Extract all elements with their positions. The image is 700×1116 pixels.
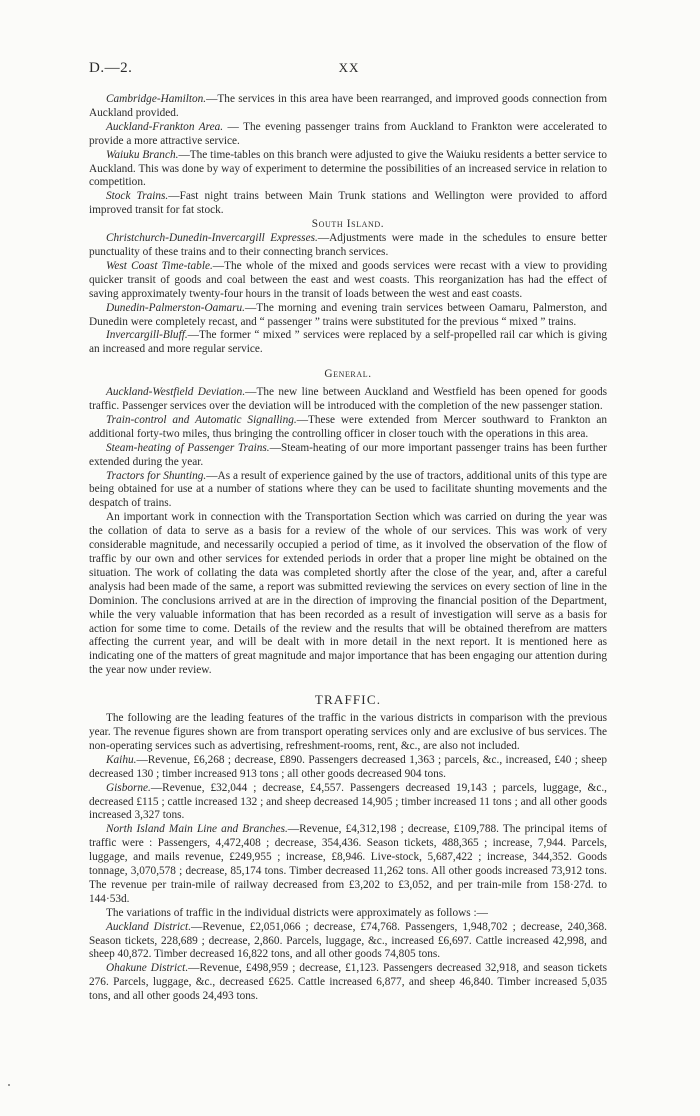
paragraph-title: Gisborne. <box>106 781 151 794</box>
paragraph-text: —As a result of experience gained by the use of tractors, additional units of this type are being obtained for use at a number of stations where they can be used to facilitate shunting movements and the despatch of trains. <box>89 469 608 510</box>
paragraph-cambridge-hamilton <box>89 93 607 121</box>
scan-speck <box>8 1084 10 1086</box>
paragraph-auckland-westfield <box>89 386 607 414</box>
paragraph-steam-heating <box>89 442 607 470</box>
paragraph-transportation-review: An important work in connection with the Transportation Section which was carried on during the year was the collation of data to serve as a basis for a review of the whole of our services. This was work of very considerable magnitude, and necessarily occupied a period of time, as it involved the observation of the flow of traffic by our own and other services for extended periods in order that a proper line might be obtained on the situation. The work of collating the data was completed shortly after the close of the year, and, after a careful analysis had been made of the same, a report was submitted reviewing the services on every section of line in the Dominion. The conclusions arrived at are in the direction of improving the financial position of the Department, while the very valuable information that has been recorded as a result of investigation will serve as a basis for action for some time to come. Details of the review and the results that will be obtained therefrom are matters affecting the current year, and will be dealt with in more detail in the next report. It is mentioned here as indicating one of the matters of great magnitude and major importance that has been engaging our attention during the year now under review. <box>89 511 607 677</box>
paragraph-west-coast <box>89 260 607 302</box>
page-number: XX <box>338 60 360 75</box>
subheading-south-island: South Island. <box>311 218 385 231</box>
paragraph-title: Dunedin-Palmerston-Oamaru. <box>106 301 245 314</box>
paragraph-text: —Revenue, £4,312,198 ; decrease, £109,788. The principal items of traffic were : Passengers, 4,472,408 ; decrease, 354,436. Season tickets, 488,365 ; increase, 7,944. Parcels, luggage, and mails revenue, £249,955 ; increase, £8,946. Live-stock, 5,687,422 ; increase, 344,352. Goods tonnage, 3,070,578 ; decrease, 85,174 tons. Timber decreased 11,262 tons. All other goods increased 73,912 tons. The revenue per train-mile of railway decreased from £3,202 to £3,052, and per train-mile from 158·27d. to 144·53d. <box>89 823 607 905</box>
paragraph-tractors <box>89 470 607 512</box>
paragraph-text: —The new line between Auckland and Westfield has been opened for goods traffic. Passenger services over the deviation will be introduced with the completion of the new passenger station. <box>89 386 608 413</box>
paragraph-title: Ohakune District. <box>106 962 189 975</box>
paragraph-title: West Coast Time-table. <box>106 259 213 272</box>
paragraph-text: —These were extended from Mercer southward to Frankton an additional forty-two miles, thus bringing the controlling officer in closer touch with the operations in this area. <box>89 413 607 440</box>
paragraph-traffic-intro: The following are the leading features of the traffic in the various districts in comparison with the previous year. The revenue figures shown are from transport operating services only and are exclusive of bus services. The non-operating services such as advertising, refreshment-rooms, rent, &c., are also not included. <box>89 712 607 752</box>
paragraph-text: —Fast night trains between Main Trunk stations and Wellington were provided to afford improved transit for fat stock. <box>89 190 607 217</box>
paragraph-title: Auckland-Frankton Area. <box>106 120 224 133</box>
paragraph-text: —The whole of the mixed and goods services were recast with a view to providing quicker transit of goods and coal between the east and west coasts. This reorganization has had the effect of saving approximately twenty-four hours in the transit of loads between the west and east coasts. <box>89 259 607 300</box>
page-header <box>89 60 609 80</box>
paragraph-text: —The services in this area have been rearranged, and improved goods connection from Auckland provided. <box>89 93 607 119</box>
paragraph-title: Waiuku Branch. <box>106 148 179 161</box>
paragraph-kaihu <box>89 754 607 782</box>
paragraph-text: —The time-tables on this branch were adjusted to give the Waiuku residents a better service to Auckland. This was done by way of experiment to determine the possibilities of an increased service in relation to competition. <box>89 148 607 189</box>
paragraph-auckland-district <box>89 921 607 963</box>
paragraph-text: —The morning and evening train services between Oamaru, Palmerston, and Dunedin were completely recast, and “ passenger ” trains were substituted for the previous “ mixed ” trains. <box>89 301 607 328</box>
paragraph-text: —Revenue, £2,051,066 ; decrease, £74,768. Passengers, 1,948,702 ; decrease, 240,368. Season tickets, 228,689 ; decrease, 2,860. Parcels, luggage, &c., increased £6,697. Cattle increased 42,998, and sheep 40,872. Timber decreased 16,822 tons, and all other goods 74,805 tons. <box>89 920 607 961</box>
paragraph-title: Tractors for Shunting. <box>106 469 207 482</box>
paragraph-title: Stock Trains. <box>106 190 169 203</box>
paragraph-text: —Revenue, £6,268 ; decrease, £890. Passengers decreased 1,363 ; parcels, &c., increased, £40 ; sheep decreased 130 ; timber increased 913 tons ; all other goods decreased 904 tons. <box>89 753 607 780</box>
paragraph-text: —Revenue, £498,959 ; decrease, £1,123. Passengers decreased 32,918, and season tickets 276. Parcels, luggage, &c., decreased £625. Cattle increased 6,877, and sheep 46,840. Timber increased 5,035 tons, and all other goods 24,493 tons. <box>89 962 608 1003</box>
page-reference: D.—2. <box>89 60 133 76</box>
paragraph-district-variations: The variations of traffic in the individual districts were approximately as follows :— <box>106 906 488 919</box>
paragraph-dunedin-palmerston-oamaru <box>89 302 607 330</box>
paragraph-title: Christchurch-Dunedin-Invercargill Expresses. <box>106 232 318 245</box>
paragraph-title: Kaihu. <box>106 753 137 766</box>
paragraph-title: Invercargill-Bluff. <box>106 329 188 342</box>
paragraph-title: Auckland-Westfield Deviation. <box>106 386 246 399</box>
paragraph-gisborne <box>89 782 607 824</box>
paragraph-stock-trains <box>89 190 607 218</box>
paragraph-auckland-frankton <box>89 121 607 149</box>
paragraph-text: —Revenue, £32,044 ; decrease, £4,557. Passengers decreased 19,143 ; parcels, luggage, &c., decreased £115 ; cattle increased 132 ; and sheep decreased 14,905 ; timber increased 11 tons ; and all other goods increased 3,327 tons. <box>89 781 607 822</box>
section-heading-traffic: TRAFFIC. <box>314 692 382 708</box>
paragraph-title: North Island Main Line and Branches. <box>106 823 288 836</box>
paragraph-title: Auckland District. <box>106 920 192 933</box>
paragraph-text: — The evening passenger trains from Auckland to Frankton were accelerated to provide a more attractive service. <box>89 120 607 147</box>
paragraph-waiuku-branch <box>89 149 607 191</box>
paragraph-title: Train-control and Automatic Signalling. <box>106 413 297 426</box>
paragraph-north-island-main-line <box>89 823 607 906</box>
report-body <box>89 93 607 1004</box>
paragraph-invercargill-bluff <box>89 329 607 357</box>
paragraph-text: —The former “ mixed ” services were replaced by a self-propelled rail car which is giving an increased and more regular service. <box>89 329 607 356</box>
paragraph-ohakune-district <box>89 962 607 1004</box>
paragraph-christchurch-expresses <box>89 232 607 260</box>
paragraph-text: —Adjustments were made in the schedules to ensure better punctuality of these trains and to their connecting branch services. <box>89 232 607 258</box>
paragraph-train-control <box>89 414 607 442</box>
subheading-general: General. <box>324 368 372 381</box>
paragraph-title: Steam-heating of Passenger Trains. <box>106 441 270 454</box>
paragraph-text: —Steam-heating of our more important passenger trains has been further extended during the year. <box>89 441 607 468</box>
paragraph-title: Cambridge-Hamilton. <box>106 93 207 105</box>
